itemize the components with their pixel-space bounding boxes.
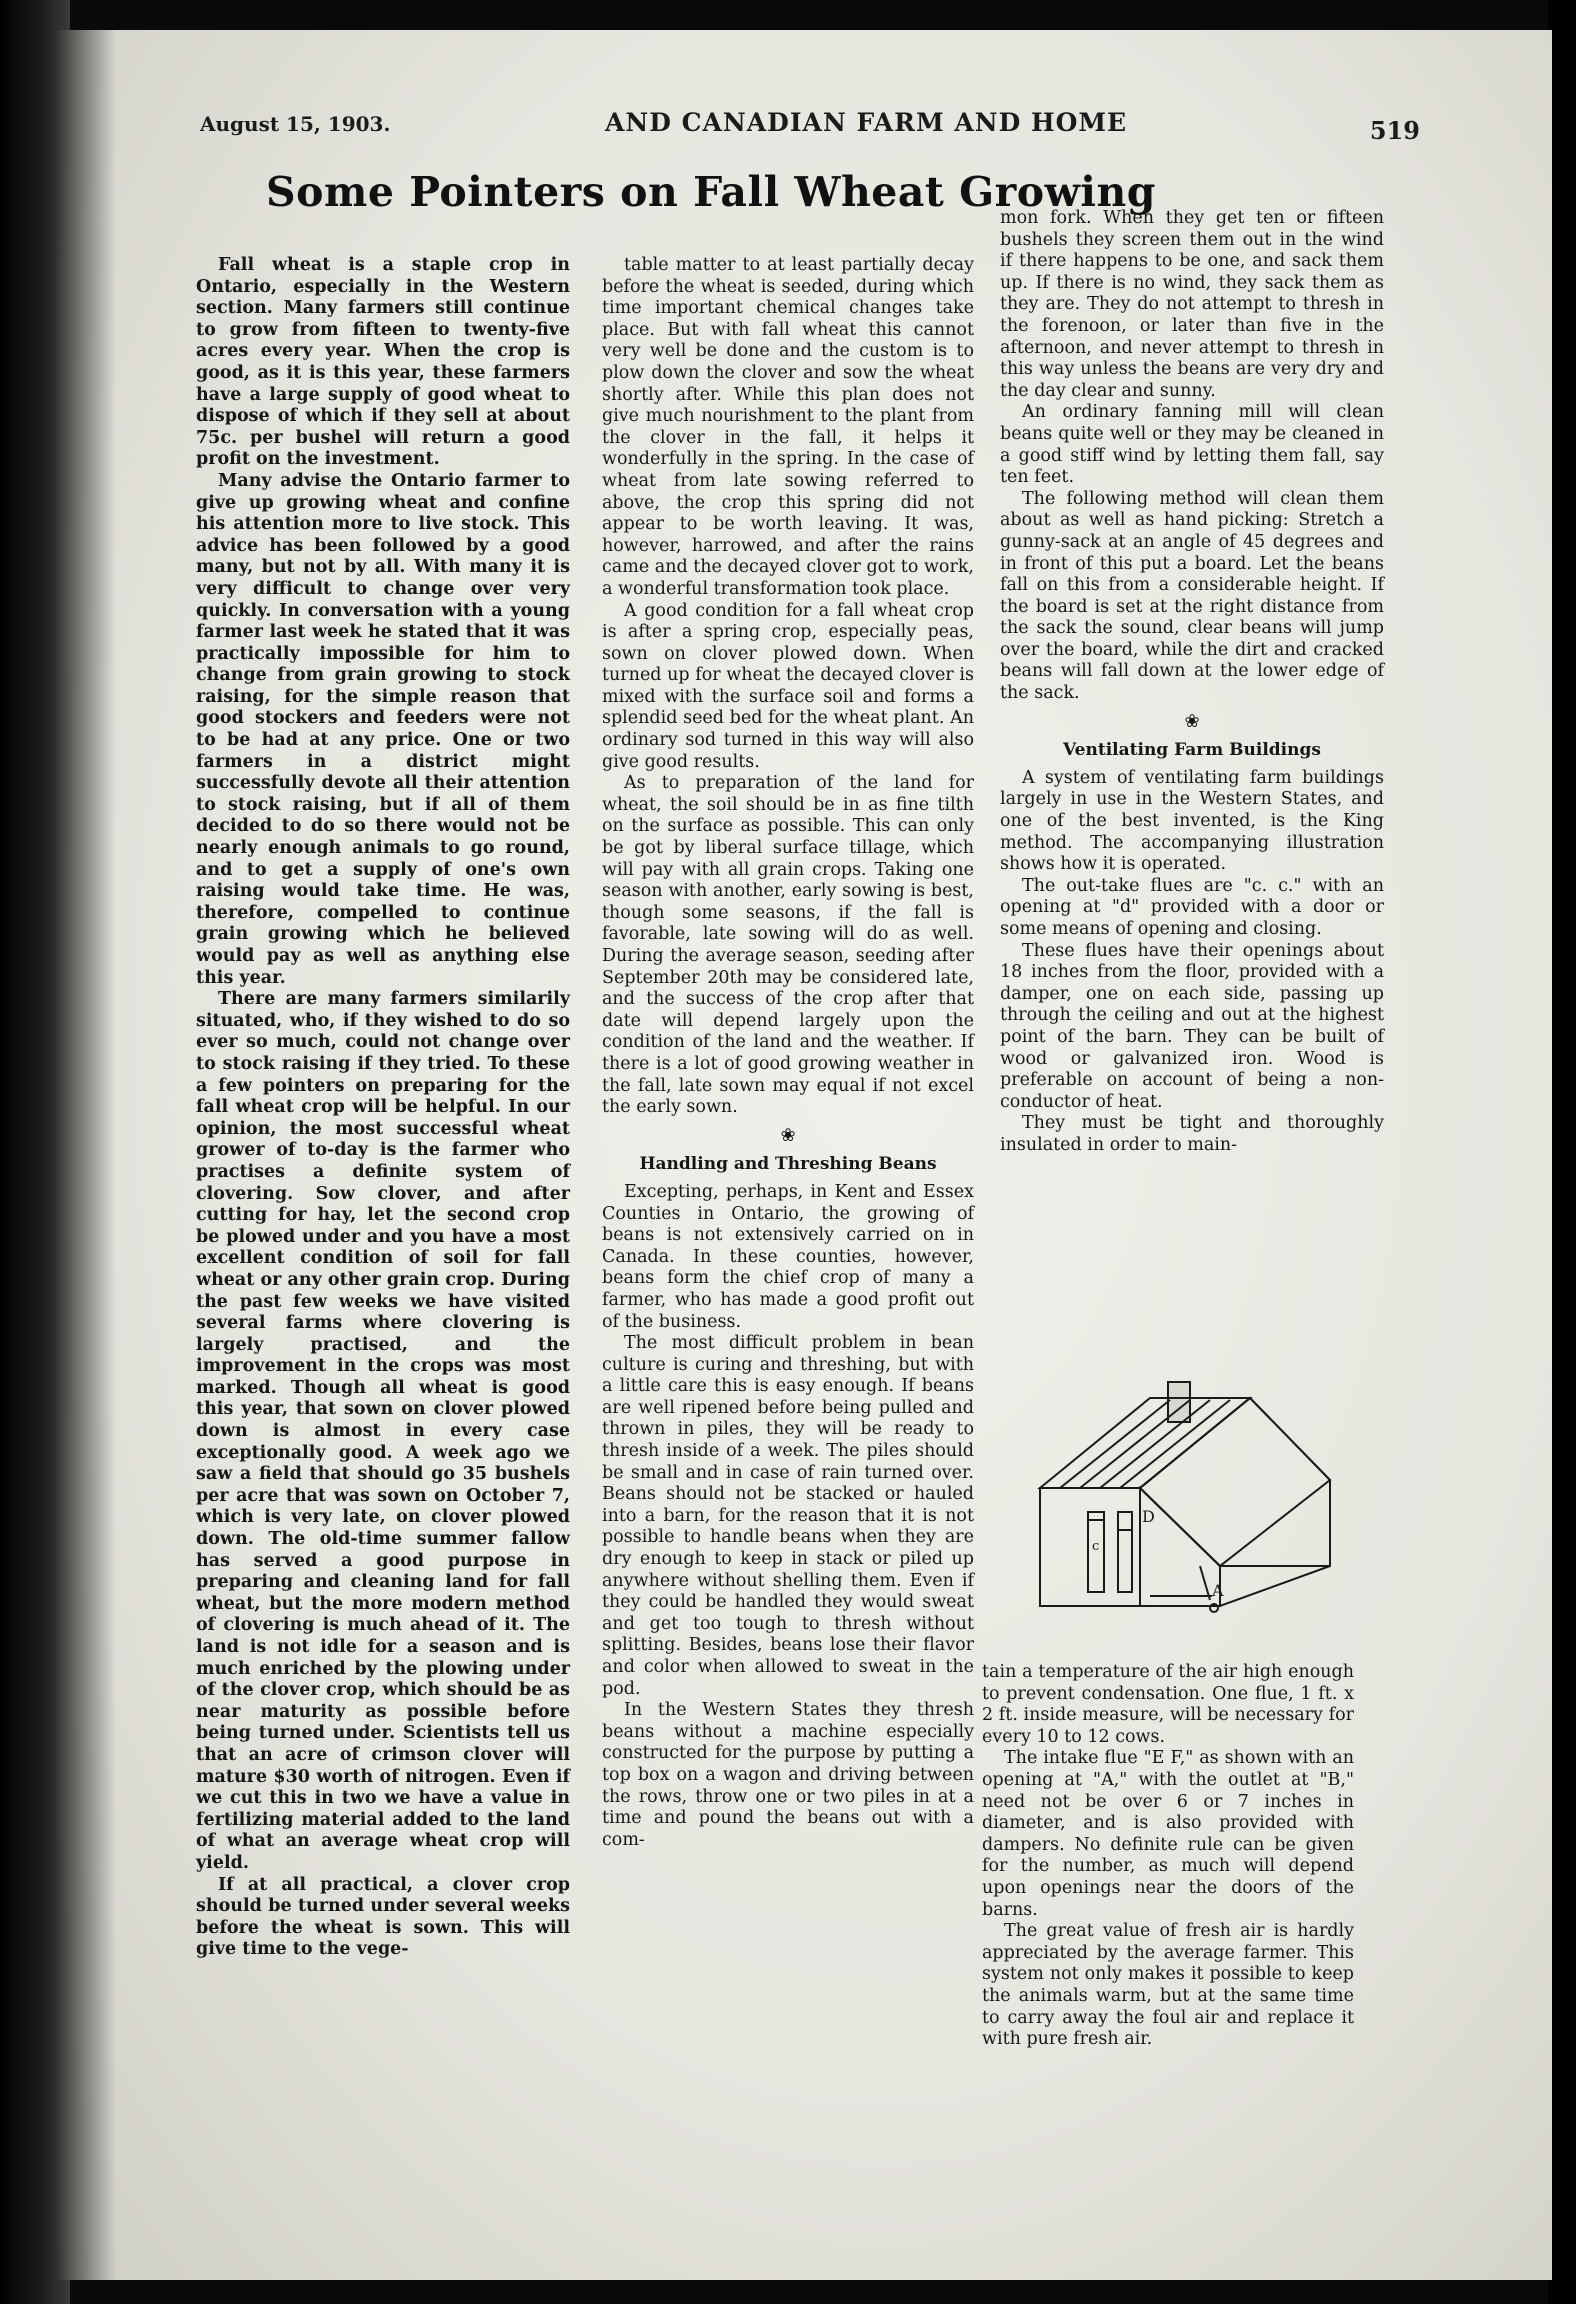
paragraph: Excepting, perhaps, in Kent and Essex Counties in Ontario, the growing of beans is not extensively carried on in Canada. In these counties, however, beans form the chief crop of many a farmer, who has made a good profit out of the business.: [602, 1181, 974, 1332]
paragraph: If at all practical, a clover crop should be turned under several weeks before the wheat is sown. This will give time to the vege-: [196, 1874, 570, 1960]
section-heading-beans: Handling and Threshing Beans: [639, 1154, 937, 1175]
paragraph: The intake flue "E F," as shown with an opening at "A," with the outlet at "B," need not be over 6 or 7 inches in diameter, and is also provided with dampers. No definite rule can be given for the number, as much will depend upon openings near the doors of the barns.: [982, 1748, 1354, 1920]
paragraph: A good condition for a fall wheat crop is after a spring crop, especially peas, sown on clover plowed down. When turned up for wheat the decayed clover is mixed with the surface soil and forms a splendid seed bed for the wheat plant. An ordinary sod turned in this way will also give good results.: [602, 600, 974, 772]
label-d: D: [1142, 1507, 1155, 1526]
issue-date: August 15, 1903.: [200, 112, 391, 136]
paragraph: There are many farmers similarily situated, who, if they wished to do so ever so much, could not change over to stock raising if they tried. To these a few pointers on preparing for the fall wheat crop will be helpful. In our opinion, the most successful wheat grower of to-day is the farmer who practises a definite system of clovering. Sow clover, and after cutting for hay, let the second crop be plowed under and you have a most excellent condition of soil for fall wheat or any other grain crop. During the past few weeks we have visited several farms where clovering is largely practised, and the improvement in the crops was most marked. Though all wheat is good this year, that sown on clover plowed down is almost in every case exceptionally good. A week ago we saw a field that should go 35 bushels per acre that was sown on October 7, which is very late, on clover plowed down. The old-time summer fallow has served a good purpose in preparing and cleaning land for fall wheat, but the more modern method of clovering is much ahead of it. The land is not idle for a season and is much enriched by the plowing under of the clover crop, which should be as near maturity as possible before being turned under. Scientists tell us that an acre of crimson clover will mature $30 worth of nitrogen. Even if we cut this in two we have a value in fertilizing material added to the land of what an average wheat crop will yield.: [196, 989, 570, 1873]
paragraph: The great value of fresh air is hardly appreciated by the average farmer. This system not only makes it possible to keep the animals warm, but at the same time to carry away the foul air and replace it with pure fresh air.: [982, 1921, 1354, 2050]
paragraph: Many advise the Ontario farmer to give up growing wheat and confine his attention more to live stock. This advice has been followed by a good many, but not by all. With many it is very difficult to change over very quickly. In conversation with a young farmer last week he stated that it was practically impossible for him to change from grain growing to stock raising, for the simple reason that good stockers and feeders were not to be had at any price. One or two farmers in a district might successfully devote all their attention to stock raising, but if all of them decided to do so there would not be nearly enough animals to go round, and to get a supply of one's own raising would take time. He was, therefore, compelled to continue grain growing which he believed would pay as well as anything else this year.: [196, 470, 570, 988]
running-head: [200, 100, 1420, 145]
section-ornament: ❀: [1184, 710, 1200, 732]
paragraph: The out-take flues are "c. c." with an opening at "d" provided with a door or some means of opening and closing.: [1000, 875, 1384, 939]
paragraph: mon fork. When they get ten or fifteen bushels they screen them out in the wind if there happens to be one, and sack them up. If there is no wind, they sack them as they are. They do not attempt to thresh in the forenoon, or later than five in the afternoon, and never attempt to thresh in this way unless the beans are very dry and the day clear and sunny.: [1000, 208, 1384, 401]
paragraph: They must be tight and thoroughly insulated in order to main-: [1000, 1113, 1384, 1155]
paragraph: An ordinary fanning mill will clean beans quite well or they may be cleaned in a good stiff wind by letting them fall, say ten feet.: [1000, 402, 1384, 488]
article-headline: Some Pointers on Fall Wheat Growing: [266, 168, 1156, 216]
paragraph: table matter to at least partially decay before the wheat is seeded, during which time important chemical changes take place. But with fall wheat this cannot very well be done and the custom is to plow down the clover and sow the wheat shortly after. While this plan does not give much nourishment to the plant from the clover in the fall, it helps it wonderfully in the spring. In the case of wheat from late sowing referred to above, the crop this spring did not appear to be worth leaving. It was, however, harrowed, and after the rains came and the decayed clover got to work, a wonderful transformation took place.: [602, 255, 974, 599]
gutter-shadow: [56, 30, 116, 2280]
column-1: [196, 255, 570, 1961]
barn-ventilation-illustration: [1000, 1370, 1370, 1640]
paragraph: These flues have their openings about 18 inches from the floor, provided with a damper, one on each side, passing up through the ceiling and out at the highest point of the barn. They can be built of wood or galvanized iron. Wood is preferable on account of being a non-conductor of heat.: [1000, 940, 1384, 1112]
paragraph: In the Western States they thresh beans without a machine especially constructed for the purpose by putting a top box on a wagon and driving between the rows, throw one or two piles in at a time and pound the beans out with a com-: [602, 1700, 974, 1850]
column-3-top: [1000, 208, 1384, 1157]
column-3-bottom: [982, 1662, 1354, 2051]
label-c: c: [1092, 1539, 1100, 1554]
barn-drawing: [1000, 1370, 1370, 1640]
page-number: 519: [1369, 116, 1420, 145]
paragraph: Fall wheat is a staple crop in Ontario, especially in the Western section. Many farmers still continue to grow from fifteen to twenty-five acres every year. When the crop is good, as it is this year, these farmers have a large supply of good wheat to dispose of which if they sell at about 75c. per bushel will return a good profit on the investment.: [196, 255, 570, 470]
label-a: A: [1212, 1581, 1224, 1600]
paragraph: As to preparation of the land for wheat, the soil should be in as fine tilth on the surface as possible. This can only be got by liberal surface tillage, which will pay with all grain crops. Taking one season with another, early sowing is best, though some seasons, if the fall is favorable, late sowing will do as well. During the average season, seeding after September 20th may be considered late, and the success of the crop after that date will depend largely upon the condition of the land and the weather. If there is a lot of good growing weather in the fall, late sown may equal if not excel the early sown.: [602, 773, 974, 1118]
section-ornament: ❀: [780, 1124, 796, 1146]
scanned-page: [56, 30, 1552, 2280]
column-2: [602, 255, 974, 1851]
paragraph: The most difficult problem in bean culture is curing and threshing, but with a little care this is easy enough. If beans are well ripened before being pulled and thrown in piles, they will be ready to thresh inside of a week. The piles should be small and in case of rain turned over. Beans should not be stacked or hauled into a barn, for the reason that it is not possible to handle beans when they are dry enough to keep in stack or piled up anywhere without shelling them. Even if they could be handled they would sweat and get too tough to thresh without splitting. Besides, beans lose their flavor and color when allowed to sweat in the pod.: [602, 1333, 974, 1699]
paragraph: tain a temperature of the air high enough to prevent condensation. One flue, 1 ft. x 2 ft. inside measure, will be necessary for every 10 to 12 cows.: [982, 1662, 1354, 1747]
paragraph: The following method will clean them about as well as hand picking: Stretch a gunny-sack at an angle of 45 degrees and in front of this put a board. Let the beans fall on this from a considerable height. If the board is set at the right distance from the sack the sound, clear beans will jump over the board, while the dirt and cracked beans will fall down at the lower edge of the sack.: [1000, 488, 1384, 704]
film-edge-right: [1548, 0, 1576, 2304]
section-heading-ventilating: Ventilating Farm Buildings: [1063, 740, 1321, 761]
publication-title: AND CANADIAN FARM AND HOME: [605, 108, 1128, 137]
paragraph: A system of ventilating farm buildings largely in use in the Western States, and one of the best invented, is the King method. The accompanying illustration shows how it is operated.: [1000, 767, 1384, 875]
